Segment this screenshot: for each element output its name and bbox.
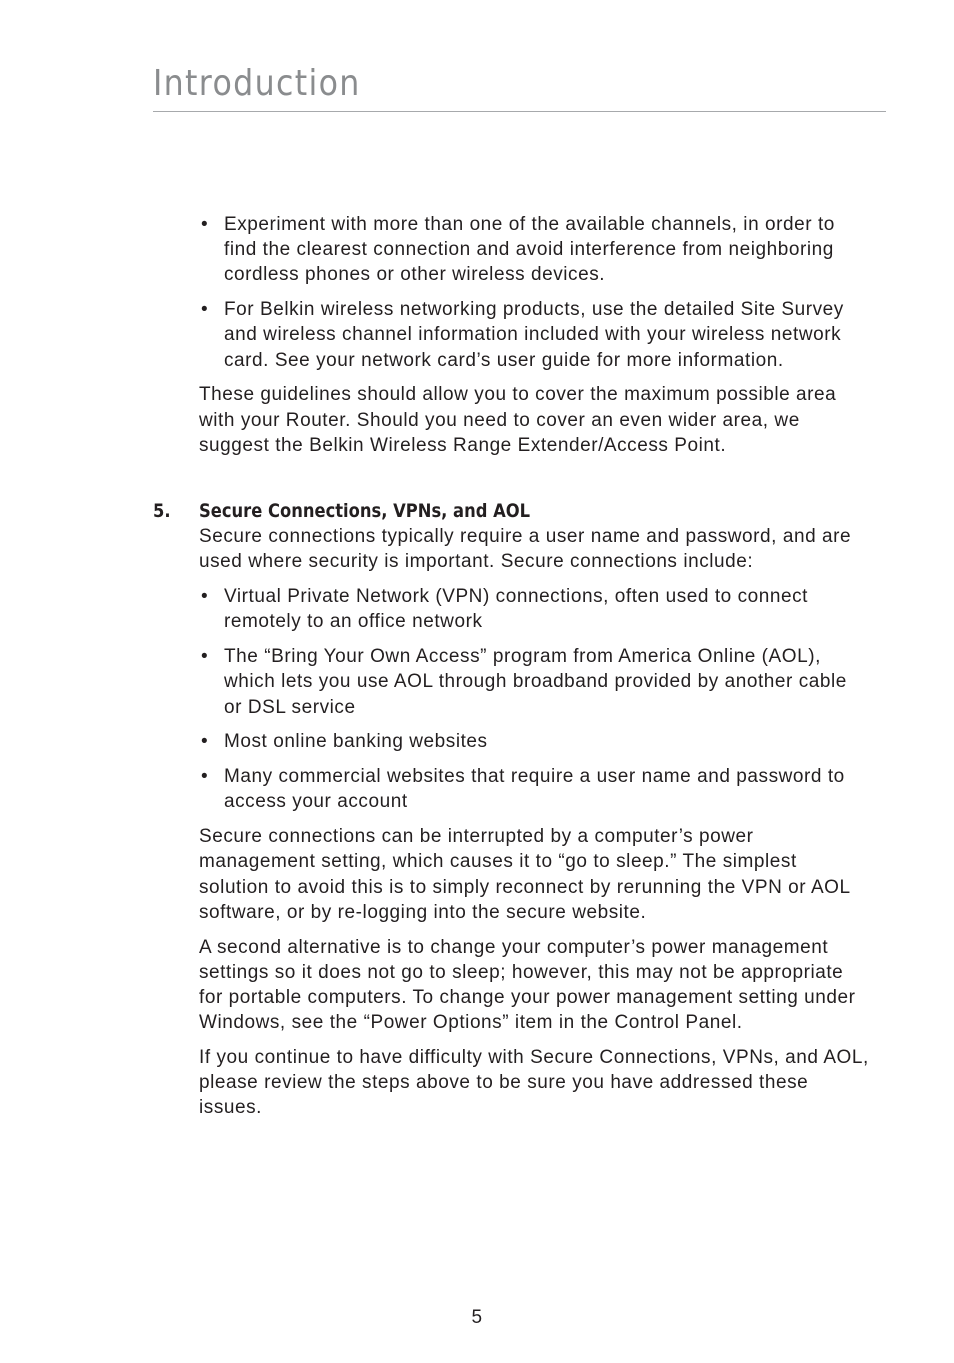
list-item-text: For Belkin wireless networking products, use the detailed Site Survey and wireless channel information included with your wireless network card. See your network card’s user guide for more information.	[224, 299, 844, 371]
list-item	[199, 644, 869, 720]
list-item-text: The “Bring Your Own Access” program from America Online (AOL), which lets you use AOL through broadband provided by another cable or DSL service	[224, 646, 847, 718]
list-item	[199, 729, 869, 754]
bullet-icon: •	[201, 214, 209, 235]
bullet-icon: •	[201, 646, 209, 668]
section-intro-paragraph: Secure connections typically require a user name and password, and are used where security is important. Secure connections include:	[199, 526, 852, 573]
body-paragraph: A second alternative is to change your computer’s power management settings so it does not go to sleep; however, this may not be appropriate for portable computers. To change your power management setting under Windows, see the “Power Options” item in the Control Panel.	[199, 936, 856, 1034]
page-header	[153, 62, 886, 106]
page-number: 5	[471, 1307, 483, 1328]
list-item-text: Experiment with more than one of the available channels, in order to find the clearest connection and avoid interference from neighboring cordless phones or other wireless devices.	[224, 214, 835, 286]
body-paragraph: Secure connections can be interrupted by a computer’s power management setting, which causes it to “go to sleep.” The simplest solution to avoid this is to simply reconnect by rerunning the VPN or AOL software, or by re-logging into the secure website.	[199, 826, 850, 923]
page-content	[153, 212, 869, 1130]
list-item-text: Virtual Private Network (VPN) connections, often used to connect remotely to an office network	[224, 586, 809, 633]
section-number: 5.	[153, 500, 171, 523]
list-item	[199, 212, 869, 288]
list-item	[199, 764, 869, 814]
bullet-icon: •	[201, 586, 209, 608]
list-item	[199, 297, 869, 373]
list-item	[199, 584, 869, 634]
intro-paragraph: These guidelines should allow you to cover the maximum possible area with your Router. Should you need to cover an even wider area, we suggest the Belkin Wireless Range Extender/Access Point.	[199, 384, 837, 456]
header-divider	[153, 111, 886, 112]
secure-connections-bullet-list	[199, 584, 869, 814]
body-paragraph: If you continue to have difficulty with Secure Connections, VPNs, and AOL, please review the steps above to be sure you have addressed these issues.	[199, 1047, 869, 1119]
page-title: Introduction	[153, 63, 361, 104]
list-item-text: Many commercial websites that require a user name and password to access your account	[224, 766, 845, 813]
bullet-icon: •	[201, 731, 209, 753]
bullet-icon: •	[201, 766, 209, 788]
bullet-icon: •	[201, 299, 209, 321]
section-secure-connections	[153, 499, 869, 1121]
intro-bullet-list	[199, 212, 869, 373]
list-item-text: Most online banking websites	[224, 731, 488, 753]
section-heading: Secure Connections, VPNs, and AOL	[199, 500, 531, 523]
